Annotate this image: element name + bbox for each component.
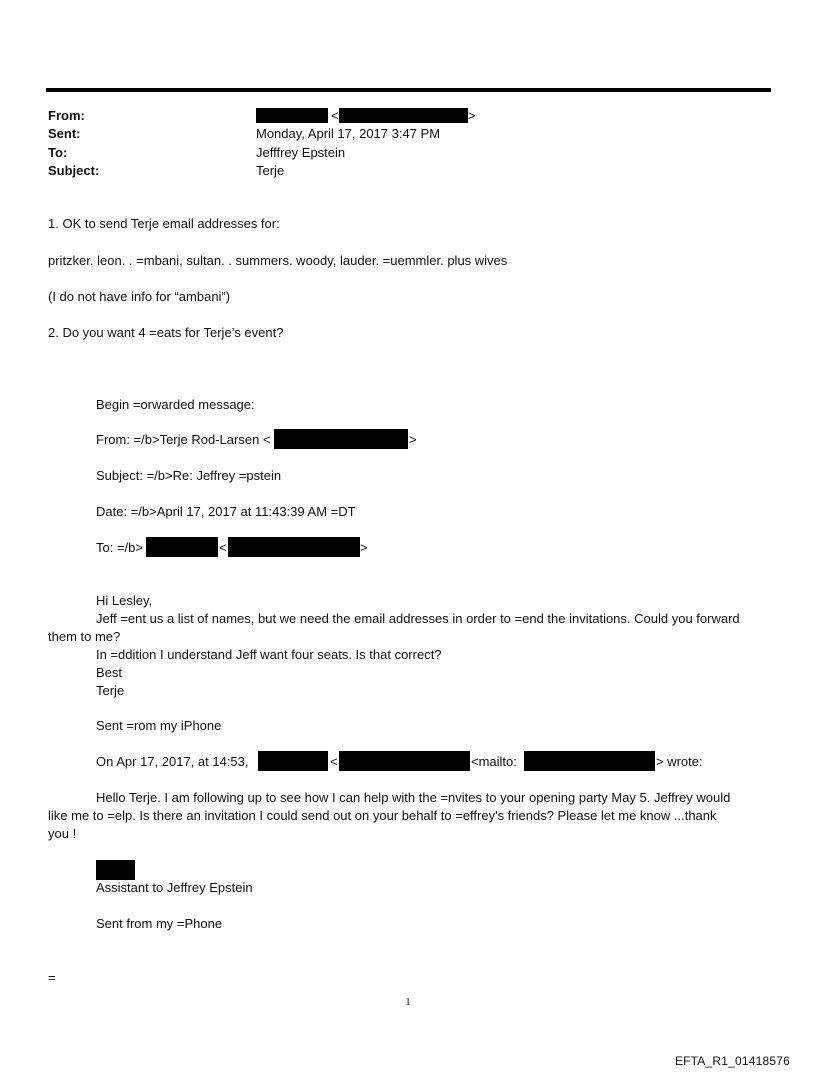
redaction-forwarded-to-name — [146, 537, 218, 557]
forwarded-subject: Subject: =/b>Re: Jeffrey =pstein — [96, 468, 282, 483]
quoted-on-prefix: On Apr 17, 2017, at 14:53, — [96, 754, 249, 769]
quoted-lt: < — [330, 754, 338, 769]
to-value: Jefffrey Epstein — [256, 145, 346, 160]
redaction-assistant-name — [96, 860, 135, 880]
forwarded-from: From: =/b>Terje Rod-Larsen < — [96, 432, 271, 447]
quoted-sent-phone: Sent from my =Phone — [96, 916, 223, 931]
sent-label: Sent: — [48, 126, 81, 141]
forwarded-begin: Begin =orwarded message: — [96, 397, 255, 412]
redaction-from-name — [256, 108, 328, 123]
body-line-4: 2. Do you want 4 =eats for Terje’s event? — [48, 325, 284, 340]
redaction-quoted-mailto — [524, 751, 655, 771]
to-label: To: — [48, 145, 68, 160]
header-rule — [46, 88, 771, 92]
body-line-1: 1. OK to send Terje email addresses for: — [48, 216, 280, 231]
reply-para1-second: them to me? — [48, 629, 121, 644]
quoted-hello-line-1: Hello Terje. I am following up to see how I can help with the =nvites to your opening party May 5. Jeffrey would — [96, 790, 731, 805]
sent-value: Monday, April 17, 2017 3:47 PM — [256, 126, 441, 141]
quoted-mailto: <mailto: — [471, 754, 517, 769]
redaction-quoted-name — [258, 751, 328, 771]
body-line-2: pritzker. leon. . =mbani, sultan. . summers. woody, lauder. =uemmler. plus wives — [48, 253, 508, 268]
quoted-assistant: Assistant to Jeffrey Epstein — [96, 880, 253, 895]
redaction-from-email — [339, 108, 468, 123]
reply-para2: In =ddition I understand Jeff want four seats. Is that correct? — [96, 647, 442, 662]
from-label: From: — [48, 108, 85, 123]
from-lt: < — [331, 108, 339, 123]
reply-signature: Terje — [96, 683, 125, 698]
forwarded-date: Date: =/b>April 17, 2017 at 11:43:39 AM =DT — [96, 504, 356, 519]
redaction-quoted-email — [339, 751, 470, 771]
forwarded-to-gt: > — [360, 540, 368, 555]
reply-best: Best — [96, 665, 123, 680]
page-number: 1 — [405, 996, 411, 1008]
quoted-hello-line-2: like me to =elp. Is there an invitation I could send out on your behalf to =effrey's friends? Please let me know ...thank — [48, 808, 717, 823]
body-line-3: (I do not have info for “ambani”) — [48, 289, 231, 304]
reply-greeting: Hi Lesley, — [96, 593, 153, 608]
forwarded-to: To: =/b> — [96, 540, 143, 555]
from-gt: > — [468, 108, 476, 123]
subject-label: Subject: — [48, 163, 100, 178]
reply-para1-first: Jeff =ent us a list of names, but we need the email addresses in order to =end the invitations. Could you forward — [96, 611, 740, 626]
redaction-forwarded-from-email — [274, 429, 408, 449]
trailing-equals: = — [48, 970, 56, 985]
subject-value: Terje — [256, 163, 285, 178]
quoted-hello-line-3: you ! — [48, 826, 77, 841]
forwarded-from-gt: > — [409, 432, 417, 447]
redaction-forwarded-to-email — [228, 537, 360, 557]
forwarded-to-lt: < — [219, 540, 227, 555]
quoted-wrote: > wrote: — [656, 754, 703, 769]
reply-sent-from: Sent =rom my iPhone — [96, 718, 222, 733]
bates-number: EFTA_R1_01418576 — [674, 1054, 790, 1068]
